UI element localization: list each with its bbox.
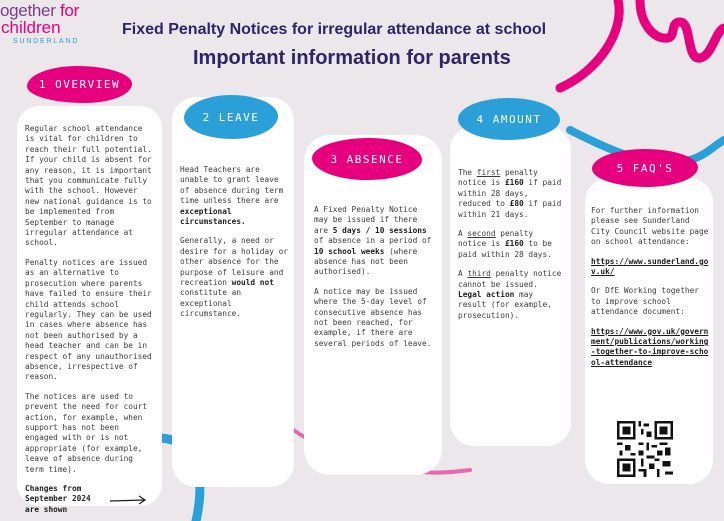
absence-paragraph-2: A notice may be issued where the 5-day level of consecutive absence has not been reached, for example, if there are several periods of leave. bbox=[314, 286, 432, 348]
amount-card bbox=[450, 126, 571, 446]
overview-card bbox=[17, 106, 162, 514]
arrow-right-icon bbox=[109, 495, 147, 505]
logo-word-children: children bbox=[1, 18, 61, 37]
logo-word-together: ogether bbox=[0, 1, 56, 20]
overview-paragraph-1: Regular school attendance is vital for children to reach their full potential. If your child is absent for any reason, it is important that you communicate fully with the school. However new national guidance is to be implemented from September to manage irregular attendance at school. bbox=[25, 124, 152, 248]
amount-paragraph-3: A third penalty notice cannot be issued. Legal action may result (for example, prosecution). bbox=[458, 269, 562, 320]
logo-word-sunderland: SUNDERLAND bbox=[13, 38, 80, 45]
leave-paragraph-2: Generally, a need or desire for a holiday or other absence for the purpose of leisure and recreation would not constitute an exceptional circumstance. bbox=[180, 236, 288, 319]
absence-paragraph-1: A Fixed Penalty Notice may be issued if there are 5 days / 10 sessions of absence in a period of 10 school weeks (where absence has not been authorised). bbox=[314, 205, 432, 277]
absence-badge: 3 ABSENCE bbox=[312, 138, 422, 180]
dfe-document-link[interactable]: https://www.gov.uk/government/publications/working-together-to-improve-school-attendance bbox=[591, 326, 709, 367]
faqs-paragraph-link-2 bbox=[591, 327, 709, 369]
qr-code-icon[interactable] bbox=[617, 421, 673, 477]
logo-word-for: for bbox=[60, 1, 79, 20]
sunderland-website-link[interactable]: https://www.sunderland.gov.uk/ bbox=[591, 256, 709, 277]
amount-paragraph-2: A second penalty notice is £160 to be paid within 28 days. bbox=[458, 229, 552, 259]
overview-paragraph-3: The notices are used to prevent the need for court action, for example, when support has not been engaged with or is not appropriate (for example, leave of absence during term time). bbox=[25, 391, 148, 474]
leave-badge: 2 LEAVE bbox=[184, 95, 278, 139]
changes-note-text: Changes from September 2024 are shown bbox=[25, 484, 91, 514]
logo bbox=[0, 2, 79, 45]
faqs-badge: 5 FAQ'S bbox=[592, 149, 698, 187]
overview-badge: 1 OVERVIEW bbox=[27, 66, 132, 103]
amount-paragraph-1: The first penalty notice is £160 if paid within 28 days, reduced to £80 if paid within 21 days. bbox=[458, 168, 562, 219]
faqs-paragraph-1: For further information please see Sunderland City Council website page on school attendance: bbox=[591, 206, 709, 247]
amount-badge: 4 AMOUNT bbox=[458, 98, 560, 140]
changes-note bbox=[25, 484, 156, 515]
faqs-paragraph-2: Or DfE Working together to improve school attendance document: bbox=[591, 286, 699, 317]
page-title: Fixed Penalty Notices for irregular attendance at school bbox=[122, 21, 547, 38]
overview-paragraph-2: Penalty notices are issued as an alternative to prosecution where parents have failed to ensure their child attends school regularly. They can be used in cases where absence has not been authorised by a head teacher and can be in respect of any unauthorised absence, irrespective of reason. bbox=[25, 257, 152, 382]
faqs-paragraph-link-1 bbox=[591, 257, 709, 278]
leave-card bbox=[172, 97, 294, 487]
leave-paragraph-1: Head Teachers are unable to grant leave of absence during term time unless there are exceptional circumstances. bbox=[180, 165, 284, 227]
absence-card bbox=[304, 135, 442, 475]
page-subtitle: Important information for parents bbox=[193, 47, 511, 69]
